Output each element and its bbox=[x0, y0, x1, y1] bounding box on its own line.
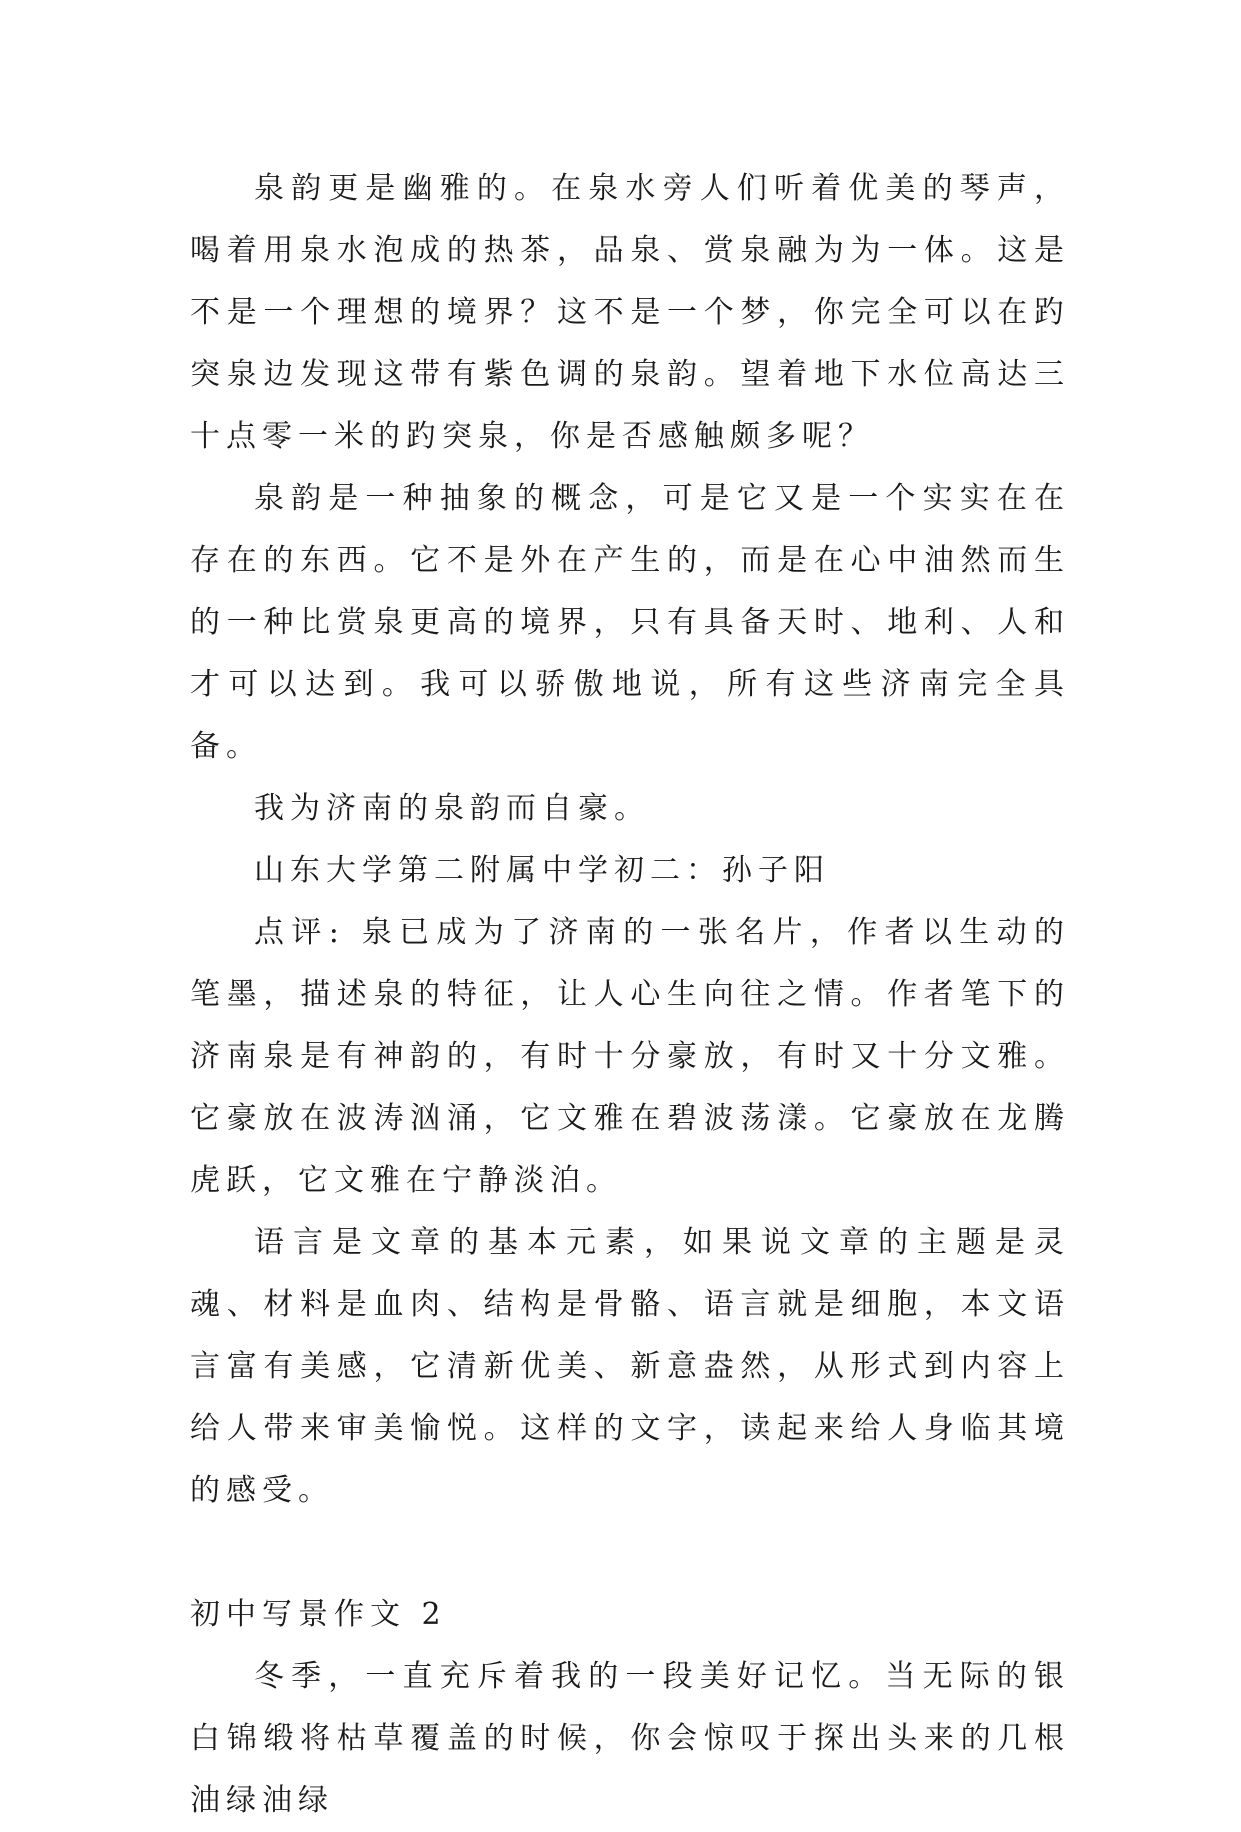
paragraph-quan-yun-elegant: 泉韵更是幽雅的。在泉水旁人们听着优美的琴声，喝着用泉水泡成的热茶，品泉、赏泉融为为一体。这是不是一个理想的境界？这不是一个梦，你完全可以在趵突泉边发现这带有紫色调的泉韵。望着地下水位高达三十点零一米的趵突泉，你是否感触颇多呢？ bbox=[190, 171, 1070, 454]
paragraph-pride: 我为济南的泉韵而自豪。 bbox=[254, 791, 650, 826]
paragraph-winter: 冬季，一直充斥着我的一段美好记忆。当无际的银白锦缎将枯草覆盖的时候，你会惊叹于探出头来的几根油绿油绿 bbox=[190, 1659, 1070, 1818]
section-spacer bbox=[190, 1522, 1070, 1584]
section-title: 初中写景作文 2 bbox=[190, 1597, 447, 1632]
paragraph-quan-yun-concept: 泉韵是一种抽象的概念，可是它又是一个实实在在存在的东西。它不是外在产生的，而是在心中油然而生的一种比赏泉更高的境界，只有具备天时、地利、人和才可以达到。我可以骄傲地说，所有这些济南完全具备。 bbox=[190, 481, 1070, 764]
paragraph-language: 语言是文章的基本元素，如果说文章的主题是灵魂、材料是血肉、结构是骨骼、语言就是细胞，本文语言富有美感，它清新优美、新意盎然，从形式到内容上给人带来审美愉悦。这样的文字，读起来给人身临其境的感受。 bbox=[190, 1225, 1070, 1508]
document-body bbox=[190, 158, 1070, 1832]
author-line: 山东大学第二附属中学初二：孙子阳 bbox=[254, 853, 830, 888]
paragraph-review: 点评: 泉已成为了济南的一张名片，作者以生动的笔墨，描述泉的特征，让人心生向往之情。作者笔下的济南泉是有神韵的，有时十分豪放，有时又十分文雅。它豪放在波涛汹涌，它文雅在碧波荡漾。它豪放在龙腾虎跃，它文雅在宁静淡泊。 bbox=[190, 915, 1070, 1198]
